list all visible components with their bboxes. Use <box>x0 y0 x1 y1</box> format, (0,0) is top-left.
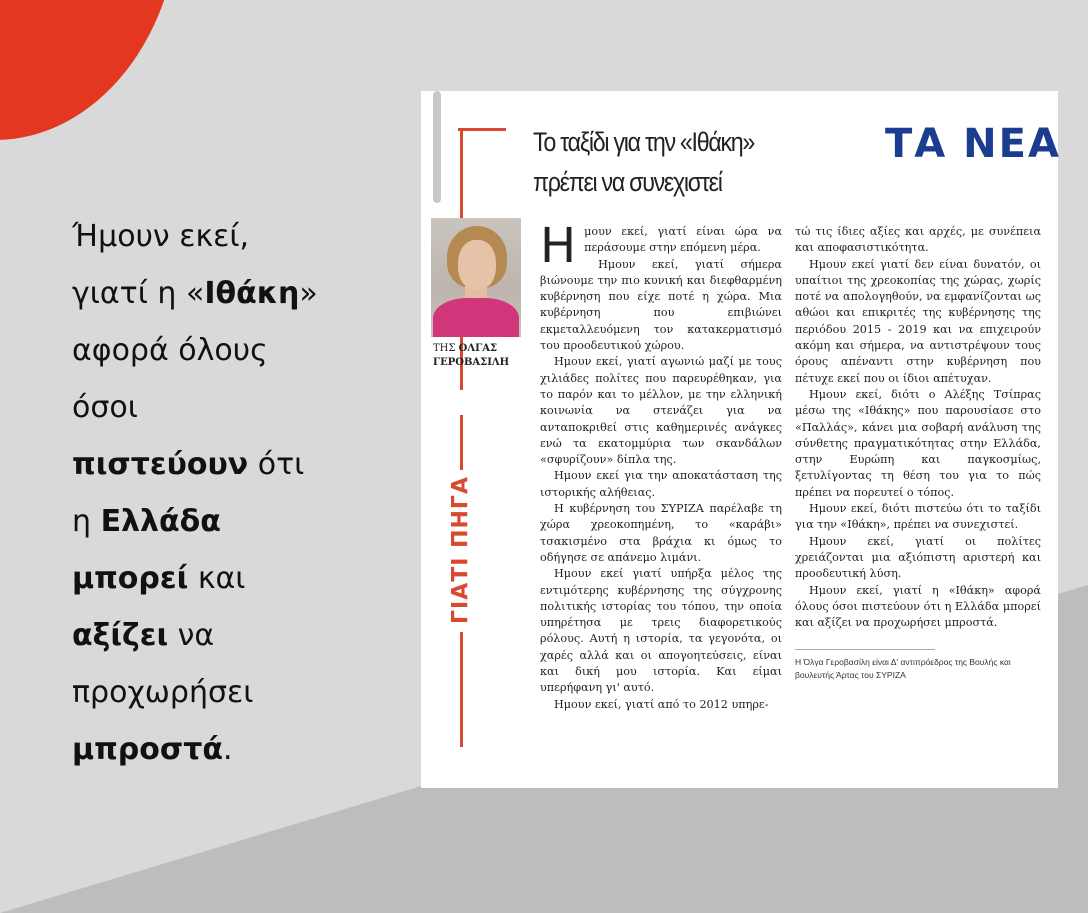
quote-text: προχωρήσει <box>72 675 254 710</box>
quote-text: αφορά όλους <box>72 333 268 368</box>
article-paragraph: Ημουν εκεί, γιατί από το 2012 υπηρε- <box>554 697 769 711</box>
article-paragraph: Ημουν εκεί γιατί υπήρξα μέλος της εντιμότερης κυβέρνησης της σύγχρονης πολιτικής ιστορίας του τόπου, την οποία υπηρέτησα με τρεις διαφορετικούς ρόλους. Αυτή η ιστορία, τα γεγονότα, οι χαρές αλλά και οι απογοητεύσεις, είναι και δική μου ιστορία. Και είμαι υπερήφανη γι' αυτό. <box>540 567 782 695</box>
red-rule-lower <box>460 632 463 747</box>
author-byline <box>433 342 523 370</box>
article-paragraph: Ημουν εκεί, διότι ο Αλέξης Τσίπρας μέσω της «Ιθάκης» που παρουσίασε στο «Παλλάς», κάνει μια σοβαρή ανάλυση της σύνθετης πραγματικότητας στην Ελλάδα, στην Ευρώπη και παγκοσμίως, ξετυλίγοντας τη θέση του για το πώς πρέπει να πορευτεί ο τόπος. <box>795 387 1041 499</box>
headline-line-2: πρέπει να συνεχιστεί <box>533 167 722 197</box>
quote-line <box>72 436 402 493</box>
pull-quote <box>72 208 402 778</box>
red-bracket-top <box>458 128 506 131</box>
byline-prefix: ΤΗΣ <box>433 343 459 354</box>
article-paragraph: Ημουν εκεί, γιατί η «Ιθάκη» αφορά όλους όσοι πιστεύουν ότι η Ελλάδα μπορεί και αξίζει να προχωρήσει μπροστά. <box>795 583 1041 630</box>
article-paragraph: Ημουν εκεί, γιατί είναι ώρα να περάσουμε στην επόμενη μέρα. <box>540 218 782 274</box>
quote-emphasis: μπροστά <box>72 732 224 767</box>
quote-emphasis: Ιθάκη <box>204 276 300 311</box>
author-first-name: ΟΛΓΑΣ <box>458 343 498 354</box>
drop-cap: Η <box>540 218 577 274</box>
quote-text: να <box>168 618 215 653</box>
article-headline <box>533 122 817 202</box>
quote-emphasis: Ελλάδα <box>100 504 221 539</box>
quote-line <box>72 265 402 322</box>
quote-line <box>72 721 402 778</box>
quote-text: όσοι <box>72 390 138 425</box>
quote-text: ότι <box>248 447 305 482</box>
red-rule-above-label <box>460 415 463 470</box>
article-paragraph: Ημουν εκεί, γιατί οι πολίτες χρειάζονται μια αξιόπιστη αριστερή και προοδευτική λύση. <box>795 534 1041 581</box>
article-paragraph: Ημουν εκεί, γιατί σήμερα βιώνουμε την πιο κυνική και διεφθαρμένη κυβέρνηση που είχε ποτέ η χώρα. Μια κυβέρνηση που επιβιώνει εκμεταλλευόμενη τον κατακερματισμό του προοδευτικού χώρου. <box>540 257 782 353</box>
quote-emphasis: μπορεί <box>72 561 189 596</box>
quote-text: και <box>188 561 246 596</box>
article-column-1 <box>540 218 782 713</box>
quote-line <box>72 493 402 550</box>
quote-emphasis: αξίζει <box>72 618 169 653</box>
quote-emphasis: πιστεύουν <box>72 447 249 482</box>
quote-line <box>72 379 402 436</box>
article-column-2 <box>795 224 1041 682</box>
quote-line <box>72 607 402 664</box>
quote-text: Ήμουν εκεί, <box>72 219 250 254</box>
red-circle-decoration <box>0 0 180 140</box>
quote-text: » <box>299 276 318 311</box>
quote-line <box>72 322 402 379</box>
quote-text: γιατί η « <box>72 276 205 311</box>
author-photo <box>431 218 521 337</box>
footnote-divider <box>795 649 935 650</box>
masthead-logo: ΤΑ ΝΕΑ <box>885 121 1061 167</box>
section-label-text: ΓΙΑΤΙ ΠΗΓΑ <box>448 476 474 624</box>
quote-line <box>72 664 402 721</box>
article-paragraph: Η κυβέρνηση του ΣΥΡΙΖΑ παρέλαβε τη χώρα χρεοκοπημένη, το «καράβι» τσακισμένο στα βράχια κι όμως το οδήγησε σε απάνεμο λιμάνι. <box>540 502 782 564</box>
article-paragraph: Ημουν εκεί γιατί δεν είναι δυνατόν, οι υπαίτιοι της χρεοκοπίας της χώρας, χωρίς ποτέ να απολογηθούν, να εμφανίζονται ως αθώοι και επικριτές της κυβέρνησης της περιόδου 2015 - 2019 και να επιχειρούν ακόμη και σήμερα, να αντιστρέψουν τους όρους απέναντι στην κυβέρνηση που πέτυχε εκεί που οι ίδιοι απέτυχαν. <box>795 257 1041 385</box>
article-paragraph: Ημουν εκεί, διότι πιστεύω ότι το ταξίδι για την «Ιθάκη», πρέπει να συνεχιστεί. <box>795 502 1041 532</box>
scrollbar[interactable] <box>433 91 441 203</box>
article-paragraph: τώ τις ίδιες αξίες και αρχές, με συνέπεια και αποφασιστικότητα. <box>795 225 1041 255</box>
quote-line <box>72 208 402 265</box>
quote-text: η <box>72 504 101 539</box>
quote-text: . <box>223 732 233 767</box>
quote-line <box>72 550 402 607</box>
headline-line-1: Το ταξίδι για την «Ιθάκη» <box>533 127 755 157</box>
red-rule-mid <box>460 376 463 390</box>
article-paragraph: Ημουν εκεί, γιατί αγωνιώ μαζί με τους χιλιάδες πολίτες που παρευρέθηκαν, για το παρόν και το μέλλον, με την ελληνική κοινωνία να στενάζει για να ανταποκριθεί στις καθημερινές ανάγκες ενώ τα εκατομμύρια των σκανδάλων «σφυρίζουν» δίπλα της. <box>540 355 782 467</box>
author-footnote: Η Όλγα Γεροβασίλη είναι Δ' αντιπρόεδρος της Βουλής και βουλευτής Άρτας του ΣΥΡΙΖΑ <box>795 657 1011 681</box>
section-label <box>446 470 476 630</box>
author-last-name: ΓΕΡΟΒΑΣΙΛΗ <box>433 357 510 368</box>
article-paragraph: Ημουν εκεί για την αποκατάσταση της ιστορικής αλήθειας. <box>540 469 782 499</box>
